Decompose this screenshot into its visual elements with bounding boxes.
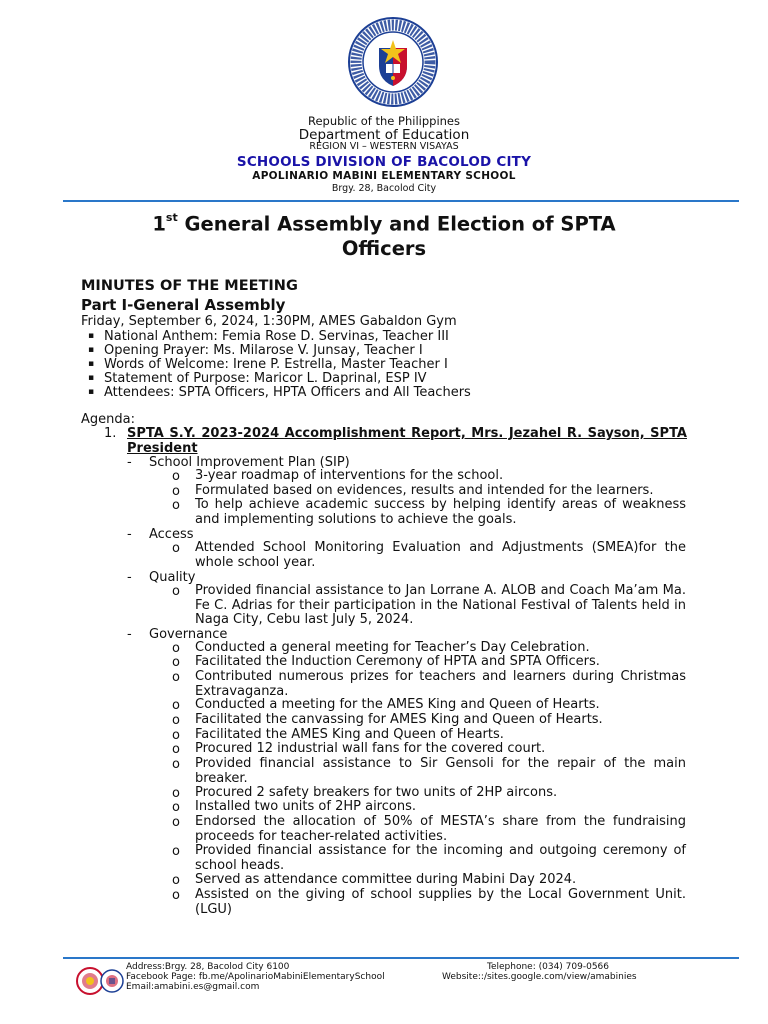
footer-divider <box>63 957 739 959</box>
agenda-item-number: 1. <box>104 426 117 441</box>
accomplishment-item: Conducted a meeting for the AMES King and Queen of Hearts. <box>195 697 600 712</box>
bullet-icon: ▪ <box>88 373 95 383</box>
dash-marker: - <box>127 455 132 470</box>
program-item: Words of Welcome: Irene P. Estrella, Master Teacher I <box>104 357 448 372</box>
accomplishment-item: Served as attendance committee during Mabini Day 2024. <box>195 872 577 887</box>
program-item: National Anthem: Femia Rose D. Servinas, Teacher III <box>104 329 449 344</box>
accomplishment-item: Formulated based on evidences, results and intended for the learners. <box>195 483 654 498</box>
sub-bullet-icon: o <box>172 655 180 670</box>
bullet-icon: ▪ <box>88 359 95 369</box>
sub-bullet-icon: o <box>172 641 180 656</box>
title-ordinal-number: 1 <box>152 212 166 236</box>
sub-bullet-icon: o <box>172 800 180 815</box>
header-school-name: APOLINARIO MABINI ELEMENTARY SCHOOL <box>252 170 516 182</box>
sub-bullet-icon: o <box>172 584 180 599</box>
sub-bullet-icon: o <box>172 498 180 513</box>
footer-email: Email:amabini.es@gmail.com <box>126 982 260 992</box>
bullet-icon: ▪ <box>88 331 95 341</box>
sub-bullet-icon: o <box>172 484 180 499</box>
category-heading: Quality <box>149 570 196 585</box>
sub-bullet-icon: o <box>172 713 180 728</box>
sub-bullet-icon: o <box>172 742 180 757</box>
accomplishment-item: Attended School Monitoring Evaluation and Adjustments (SMEA)for the whole school year. <box>195 540 686 570</box>
accomplishment-item: Facilitated the canvassing for AMES King and Queen of Hearts. <box>195 712 603 727</box>
header-department: Department of Education <box>298 127 470 143</box>
sub-bullet-icon: o <box>172 873 180 888</box>
accomplishment-item: Provided financial assistance for the incoming and outgoing ceremony of school heads. <box>195 843 686 873</box>
accomplishment-item: 3-year roadmap of interventions for the school. <box>195 468 504 483</box>
part-heading: Part I-General Assembly <box>81 296 286 314</box>
header-divider <box>63 200 739 202</box>
accomplishment-item: Procured 12 industrial wall fans for the covered court. <box>195 741 546 756</box>
footer-facebook: Facebook Page: fb.me/ApolinarioMabiniElementarySchool <box>126 972 385 982</box>
sub-bullet-icon: o <box>172 888 180 903</box>
dash-marker: - <box>127 527 132 542</box>
sub-bullet-icon: o <box>172 469 180 484</box>
category-heading: Governance <box>149 627 228 642</box>
header-division: SCHOOLS DIVISION OF BACOLOD CITY <box>236 154 532 170</box>
accomplishment-item: Provided financial assistance to Jan Lorrane A. ALOB and Coach Ma’am Ma. Fe C. Adrias for their participation in the National Festival of Talents held in Naga City, Cebu last July 5, 2024. <box>195 583 686 627</box>
minutes-heading: MINUTES OF THE MEETING <box>81 278 298 294</box>
meeting-date-line: Friday, September 6, 2024, 1:30PM, AMES Gabaldon Gym <box>81 314 457 329</box>
dash-marker: - <box>127 570 132 585</box>
accomplishment-item: To help achieve academic success by helping identify areas of weakness and implementing solutions to achieve the goals. <box>195 497 686 527</box>
bullet-icon: ▪ <box>88 345 95 355</box>
footer-logos <box>76 964 124 998</box>
accomplishment-item: Facilitated the Induction Ceremony of HPTA and SPTA Officers. <box>195 654 600 669</box>
program-item: Attendees: SPTA Officers, HPTA Officers and All Teachers <box>104 385 471 400</box>
deped-seal-logo <box>348 16 438 108</box>
category-heading: Access <box>149 527 194 542</box>
sub-bullet-icon: o <box>172 844 180 859</box>
footer-telephone: Telephone: (034) 709-0566 <box>487 962 609 972</box>
category-heading: School Improvement Plan (SIP) <box>149 455 350 470</box>
accomplishment-item: Conducted a general meeting for Teacher’s Day Celebration. <box>195 640 590 655</box>
accomplishment-item: Procured 2 safety breakers for two units of 2HP aircons. <box>195 785 558 800</box>
accomplishment-item: Provided financial assistance to Sir Gensoli for the repair of the main breaker. <box>195 756 686 786</box>
header-republic: Republic of the Philippines <box>307 114 461 128</box>
accomplishment-item: Assisted on the giving of school supplies by the Local Government Unit. (LGU) <box>195 887 686 917</box>
header-region: REGION VI – WESTERN VISAYAS <box>309 141 459 152</box>
title-line1: General Assembly and Election of SPTA <box>177 212 616 236</box>
dash-marker: - <box>127 627 132 642</box>
title-line2: Officers <box>341 236 427 260</box>
sub-bullet-icon: o <box>172 698 180 713</box>
sub-bullet-icon: o <box>172 541 180 556</box>
footer-website: Website::/sites.google.com/view/amabinies <box>442 972 637 982</box>
sub-bullet-icon: o <box>172 815 180 830</box>
document-title <box>60 208 708 261</box>
header-address: Brgy. 28, Bacolod City <box>331 183 437 194</box>
sub-bullet-icon: o <box>172 728 180 743</box>
sub-bullet-icon: o <box>172 757 180 772</box>
sub-bullet-icon: o <box>172 786 180 801</box>
accomplishment-item: Facilitated the AMES King and Queen of Hearts. <box>195 727 504 742</box>
agenda-label: Agenda: <box>81 412 135 427</box>
bullet-icon: ▪ <box>88 387 95 397</box>
accomplishment-item: Installed two units of 2HP aircons. <box>195 799 416 814</box>
sub-bullet-icon: o <box>172 670 180 685</box>
program-item: Opening Prayer: Ms. Milarose V. Junsay, Teacher I <box>104 343 423 358</box>
footer-address: Address:Brgy. 28, Bacolod City 6100 <box>126 962 290 972</box>
title-ordinal-suffix: st <box>165 211 178 224</box>
accomplishment-item: Contributed numerous prizes for teachers and learners during Christmas Extravaganza. <box>195 669 686 699</box>
accomplishment-item: Endorsed the allocation of 50% of MESTA’s share from the fundraising proceeds for teacher-related activities. <box>195 814 686 844</box>
agenda-item-title: SPTA S.Y. 2023-2024 Accomplishment Report, Mrs. Jezahel R. Sayson, SPTA President <box>127 426 687 456</box>
program-item: Statement of Purpose: Maricor L. Daprinal, ESP IV <box>104 371 427 386</box>
